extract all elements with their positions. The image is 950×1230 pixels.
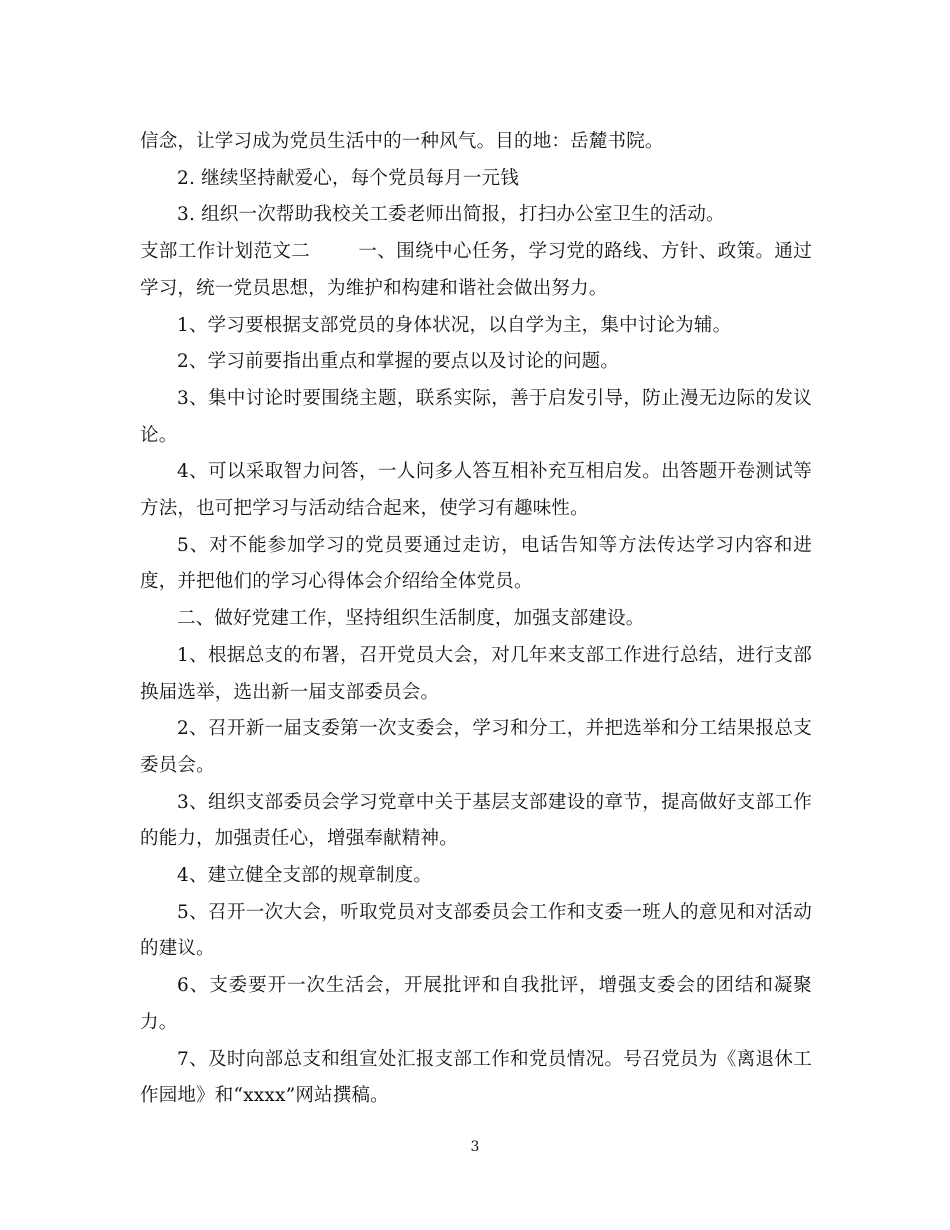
section-heading: 二、做好党建工作，坚持组织生活制度，加强支部建设。 [177,608,645,630]
list-item: 7、及时向部总支和组宣处汇报支部工作和党员情况。号召党员为《离退休工作园地》和“xxxx”网站撰稿。 [140,1048,812,1107]
list-item: 4、建立健全支部的规章制度。 [177,865,433,887]
section-intro: 一、围绕中心任务，学习党的路线、方针、政策。通过学习，统一党员思想，为维护和构建和谐社会做出努力。 [140,241,812,299]
list-item: 4、可以采取智力问答，一人问多人答互相补充互相启发。出答题开卷测试等方法，也可把学习与活动结合起来，使学习有趣味性。 [140,461,812,520]
section-title: 支部工作计划范文二 [140,241,311,263]
section-paragraph [140,234,812,307]
list-item: 3、组织支部委员会学习党章中关于基层支部建设的章节，提高做好支部工作的能力，加强责任心，增强奉献精神。 [140,791,812,850]
list-item: 2、学习前要指出重点和掌握的要点以及讨论的问题。 [177,351,620,373]
list-item: 1、根据总支的布署，召开党员大会，对几年来支部工作进行总结，进行支部换届选举，选出新一届支部委员会。 [140,644,812,703]
page-number: 3 [470,1139,480,1155]
paragraph: 2. 继续坚持献爱心，每个党员每月一元钱 [177,167,520,189]
paragraph: 3. 组织一次帮助我校关工委老师出简报，打扫办公室卫生的活动。 [177,204,725,226]
list-item: 5、召开一次大会，听取党员对支部委员会工作和支委一班人的意见和对活动的建议。 [140,901,812,960]
list-item: 1、学习要根据支部党员的身体状况，以自学为主，集中讨论为辅。 [177,314,732,336]
list-item: 5、对不能参加学习的党员要通过走访，电话告知等方法传达学习内容和进度，并把他们的学习心得体会介绍给全体党员。 [140,534,812,593]
list-item: 2、召开新一届支委第一次支委会，学习和分工，并把选举和分工结果报总支委员会。 [140,718,812,776]
document-body [140,124,812,1115]
list-item: 3、集中讨论时要围绕主题，联系实际，善于启发引导，防止漫无边际的发议论。 [140,387,812,446]
list-item: 6、支委要开一次生活会，开展批评和自我批评，增强支委会的团结和凝聚力。 [140,975,812,1033]
paragraph: 信念，让学习成为党员生活中的一种风气。目的地：岳麓书院。 [140,131,664,152]
